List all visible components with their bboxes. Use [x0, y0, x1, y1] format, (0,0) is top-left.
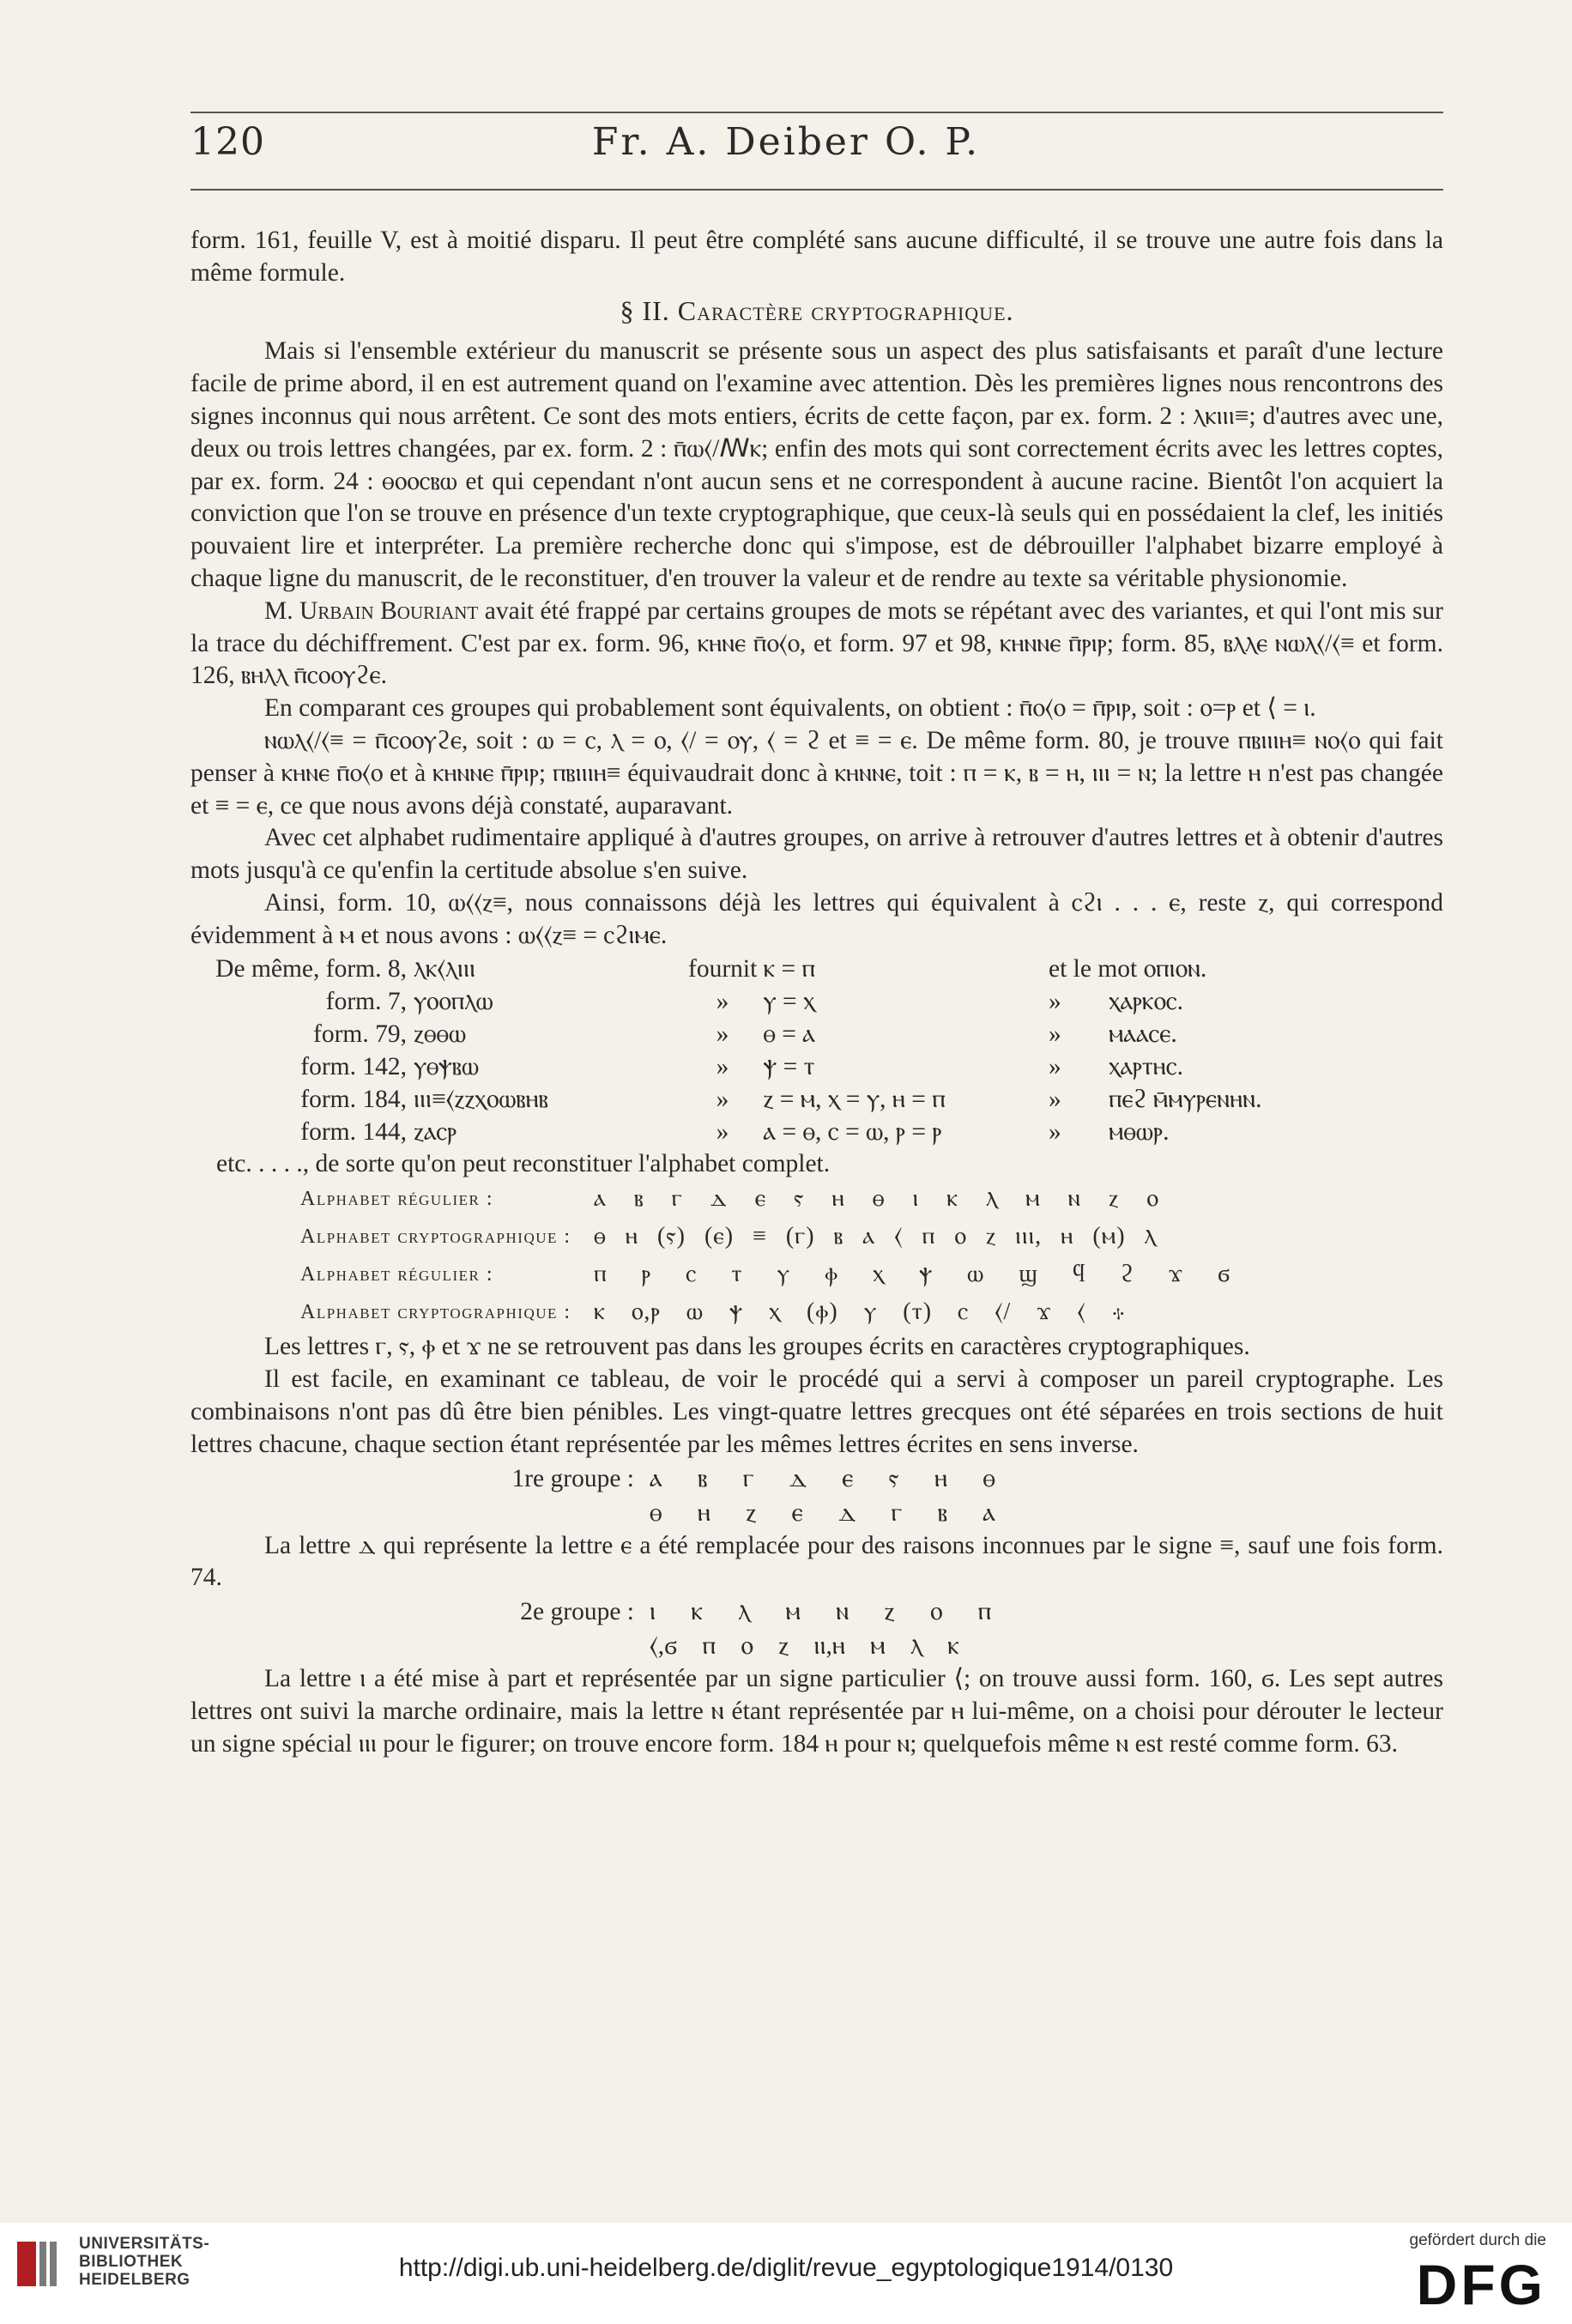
alphabet-label: Alphabet cryptographique : — [300, 1226, 571, 1249]
crypto-word: ⲍⲁⲥⲣ — [414, 1117, 457, 1146]
table-row — [190, 985, 1443, 1018]
crypto-word: ⲗⲕ⟨ⲗⲓⲓⲓ — [414, 954, 475, 983]
alphabet-row — [190, 1256, 1443, 1293]
table-row — [190, 1116, 1443, 1148]
paragraph: form. 161, feuille V, est à moitié disparu. Il peut être complété sans aucune difficulté, il se trouve une autre fois dans la même formule. — [190, 227, 1443, 287]
paragraph — [190, 596, 1443, 693]
body-text — [190, 225, 1443, 1761]
paragraph: Mais si l'ensemble extérieur du manuscrit se présente sous un aspect des plus satisfaisants et paraît d'une lecture facile de prime abord, il en est autrement quand on l'examine avec attention. Dès les premières lignes nous rencontrons des signes inconnus qui nous arrêtent. Ce sont des mots entiers, écrits de cette façon, par ex. form. 2 : ⲗⲕⲓⲓⲓ≡; d'autres avec une, deux ou trois lettres changées, par ex. form. 2 : ⲡ̄ⲱ⟨/ꟿⲕ; enfin des mots qui sont correctement écrits avec les lettres coptes, par ex. form. 24 : ⲑⲟⲟⲥⲃⲱ et qui cependant n'ont aucun sens et ne correspondent à aucune racine. Bientôt l'on acquiert la conviction que l'on se trouve en présence d'un texte cryptographique, que ceux-là seuls qui en possédaient la clef, les initiés pouvaient lire et interpréter. La première recherche donc qui s'impose, est de débrouiller l'alphabet bizarre employé à chaque ligne du manuscrit, de le reconstituer, d'en trouver la valeur et de rendre au texte sa véritable physionomie. — [190, 337, 1443, 592]
equivalence: » ⲩ = ⲭ — [716, 987, 815, 1015]
paragraph: Il est facile, en examinant ce tableau, de voir le procédé qui a servi à composer un pareil cryptographe. Les combinaisons n'ont pas dû être bien pénibles. Les vingt-quatre lettres grecques ont été séparées en trois sections de huit lettres chacune, chaque section étant représentée par les mêmes lettres écrites en sens inverse. — [190, 1365, 1443, 1458]
alphabet-letters: ⲁ ⲃ ⲅ ⲇ ⲉ ⲋ ⲏ ⲑ ⲓ ⲕ ⲗ ⲙ ⲛ ⲍ ⲟ — [594, 1185, 1159, 1213]
resulting-word: » ⲙⲑⲱⲣ. — [1049, 1117, 1170, 1146]
group-label: 1re groupe : — [511, 1464, 634, 1492]
dfg-logo: DFG — [1416, 2253, 1546, 2316]
alphabet-letters: ⲡ ⲣ ⲥ ⲧ ⲩ ⲫ ⲭ ⲯ ⲱ ϣ ϥ ϩ ϫ ϭ — [594, 1261, 1231, 1288]
table-row — [190, 1050, 1443, 1083]
resulting-word: » ⲭⲁⲣⲧⲏⲥ. — [1049, 1052, 1183, 1080]
form-ref: form. 79, — [313, 1020, 407, 1048]
equivalence: » ⲍ = ⲙ, ⲭ = ⲩ, ⲏ = ⲡ — [716, 1085, 946, 1113]
paragraph: En comparant ces groupes qui probablement sont équivalents, on obtient : ⲡ̄ⲟ⟨ⲟ = ⲡ̄ⲣⲓⲣ, soit : ⲟ=ⲣ et ⟨ = ⲓ. — [264, 694, 1316, 723]
resulting-word: » ⲡⲉϩ ⲙ̄ⲙⲩⲣⲉⲛⲏⲛ. — [1049, 1085, 1262, 1113]
alphabet-row — [190, 1293, 1443, 1331]
group-letters: ⲑ ⲏ ⲍ ⲉ ⲇ ⲅ ⲃ ⲁ — [650, 1498, 996, 1527]
form-ref: form. 184, — [300, 1085, 407, 1113]
funding-note: gefördert durch die — [1409, 2231, 1546, 2249]
paragraph: La lettre ⲇ qui représente la lettre ⲉ a été remplacée pour des raisons inconnues par le signe ≡, sauf une fois form. 74. — [190, 1531, 1443, 1592]
group-letters: ⟨,ϭ ⲡ ⲟ ⲍ ⲓⲓ,ⲏ ⲙ ⲗ ⲕ — [650, 1632, 959, 1661]
resulting-word: » ⲙⲁⲁⲥⲉ. — [1049, 1020, 1177, 1048]
paragraph: Les lettres ⲅ, ⲋ, ⲫ et ϫ ne se retrouvent pas dans les groupes écrits en caractères cryptographiques. — [264, 1333, 1250, 1361]
alphabet-letters: ⲕ ⲟ,ⲣ ⲱ ⲯ ⲭ (ⲫ) ⲩ (ⲧ) ⲥ ⟨/ ϫ ⟨ ⳾ — [594, 1298, 1126, 1326]
form-ref: form. 7, — [325, 987, 407, 1015]
equivalence: » ⲁ = ⲑ, ⲥ = ⲱ, ⲣ = ⲣ — [716, 1117, 942, 1146]
crypto-word: ⲩⲑⲯⲃⲱ — [414, 1052, 480, 1080]
crypto-word: ⲓⲓⲓ≡⟨ⲍⲍⲭⲟⲱⲃⲏⲃ — [414, 1085, 548, 1113]
resulting-word: et le mot ⲟⲡⲓⲟⲛ. — [1049, 954, 1207, 983]
digitization-footer — [0, 2223, 1572, 2324]
form-ref: form. 144, — [300, 1117, 407, 1146]
group-row — [190, 1462, 1443, 1496]
table-row — [190, 1018, 1443, 1050]
running-head: Fr. A. Deiber O. P. — [591, 120, 981, 164]
paragraph: La lettre ⲓ a été mise à part et représentée par un signe particulier ⟨; on trouve aussi form. 160, ϭ. Les sept autres lettres ont suivi la marche ordinaire, mais la lettre ⲛ étant représentée par ⲏ lui-même, on a choisi pour dérouter le lecteur un signe spécial ⲓⲓⲓ pour le figurer; on trouve encore form. 184 ⲏ pour ⲛ; quelquefois même ⲛ est resté comme form. 63. — [190, 1665, 1443, 1758]
table-row — [190, 953, 1443, 985]
equivalence: » ⲯ = ⲧ — [716, 1052, 815, 1080]
group-row — [190, 1496, 1443, 1530]
alphabet-letters: ⲑ ⲏ (ⲋ) (ⲉ) ≡ (ⲅ) ⲃ ⲁ ⟨ ⲡ ⲟ ⲍ ⲓⲓⲓ, ⲏ (ⲙ) ⲗ — [594, 1223, 1157, 1250]
form-ref: form. 142, — [300, 1052, 407, 1080]
group-row — [190, 1629, 1443, 1663]
header-rule-top — [190, 112, 1443, 113]
group-label: 2e groupe : — [520, 1598, 634, 1626]
alphabet-table — [190, 1180, 1443, 1331]
author-name: M. Urbain Bouriant — [264, 596, 479, 625]
paragraph: ⲛⲱⲗ⟨/⟨≡ = ⲡ̄ⲥⲟⲟⲩϩⲉ, soit : ⲱ = ⲥ, ⲗ = ⲟ, ⟨/ = ⲟⲩ, ⟨ = ϩ et ≡ = ⲉ. De même form. 80, je trouve ⲡⲃⲓⲓⲓⲏ≡ ⲛⲟ⟨ⲟ qui fait penser à ⲕⲏⲛⲉ ⲡ̄ⲟ⟨ⲟ et à ⲕⲏⲛⲛⲉ ⲡ̄ⲣⲓⲣ; ⲡⲃⲓⲓⲓⲏ≡ équivaudrait donc à ⲕⲏⲛⲛⲉ, toit : ⲡ = ⲕ, ⲃ = ⲏ, ⲓⲓⲓ = ⲛ; la lettre ⲏ n'est pas changée et ≡ = ⲉ, ce que nous avons déjà constaté, auparavant. — [190, 726, 1443, 820]
paragraph: etc. . . . ., de sorte qu'on peut reconstituer l'alphabet complet. — [216, 1149, 831, 1177]
group-letters: ⲓ ⲕ ⲗ ⲙ ⲛ ⲍ ⲟ ⲡ — [650, 1598, 992, 1626]
alphabet-label: Alphabet régulier : — [300, 1263, 494, 1286]
crypto-word: ⲍⲑⲑⲱ — [414, 1020, 467, 1048]
group-row — [190, 1595, 1443, 1629]
page-number: 120 — [190, 120, 265, 164]
paragraph-text: avait été frappé par certains groupes de mots se répétant avec des variantes, et qui l'ont mis sur la trace du déchiffrement. C'est par ex. form. 96, ⲕⲏⲛⲉ ⲡ̄ⲟ⟨ⲟ, et form. 97 et 98, ⲕⲏⲛⲛⲉ ⲡ̄ⲣⲓⲣ; form. 85, ⲃⲗⲗⲉ ⲛⲱⲗ⟨/⟨≡ et form. 126, ⲃⲏⲗⲗ ⲡ̄ⲥⲟⲟⲩϩⲉ. — [190, 596, 1443, 690]
equivalence: » ⲑ = ⲁ — [716, 1020, 816, 1048]
alphabet-row — [190, 1180, 1443, 1218]
section-title: § II. Caractère cryptographique. — [620, 294, 1014, 326]
resulting-word: » ⲭⲁⲣⲕⲟⲥ. — [1049, 987, 1184, 1015]
library-name: UNIVERSITÄTS- BIBLIOTHEK HEIDELBERG — [79, 2235, 210, 2289]
alphabet-label: Alphabet cryptographique : — [300, 1301, 571, 1324]
crypto-word: ⲩⲟⲟⲡⲗⲱ — [414, 987, 493, 1015]
group-letters: ⲁ ⲃ ⲅ ⲇ ⲉ ⲋ ⲏ ⲑ — [650, 1464, 995, 1492]
alphabet-label: Alphabet régulier : — [300, 1188, 494, 1211]
paragraph: Avec cet alphabet rudimentaire appliqué à d'autres groupes, on arrive à retrouver d'autres lettres et à obtenir d'autres mots jusqu'à ce qu'enfin la certitude absolue s'en suive. — [190, 824, 1443, 885]
equivalence: fournit ⲕ = ⲡ — [688, 954, 815, 983]
correspondence-table — [190, 953, 1443, 1148]
source-url[interactable]: http://digi.ub.uni-heidelberg.de/diglit/revue_egyptologique1914/0130 — [398, 2254, 1174, 2282]
table-row — [190, 1083, 1443, 1116]
paragraph: Ainsi, form. 10, ⲱ⟨⟨ⲍ≡, nous connaissons déjà les lettres qui équivalent à ⲥϩⲓ . . . ⲉ, reste ⲍ, qui correspond évidemment à ⲙ et nous avons : ⲱ⟨⟨ⲍ≡ = ⲥϩⲓⲙⲉ. — [190, 888, 1443, 949]
table-intro: De même, form. 8, — [215, 954, 407, 983]
header-rule-bottom — [190, 189, 1443, 191]
alphabet-row — [190, 1218, 1443, 1256]
